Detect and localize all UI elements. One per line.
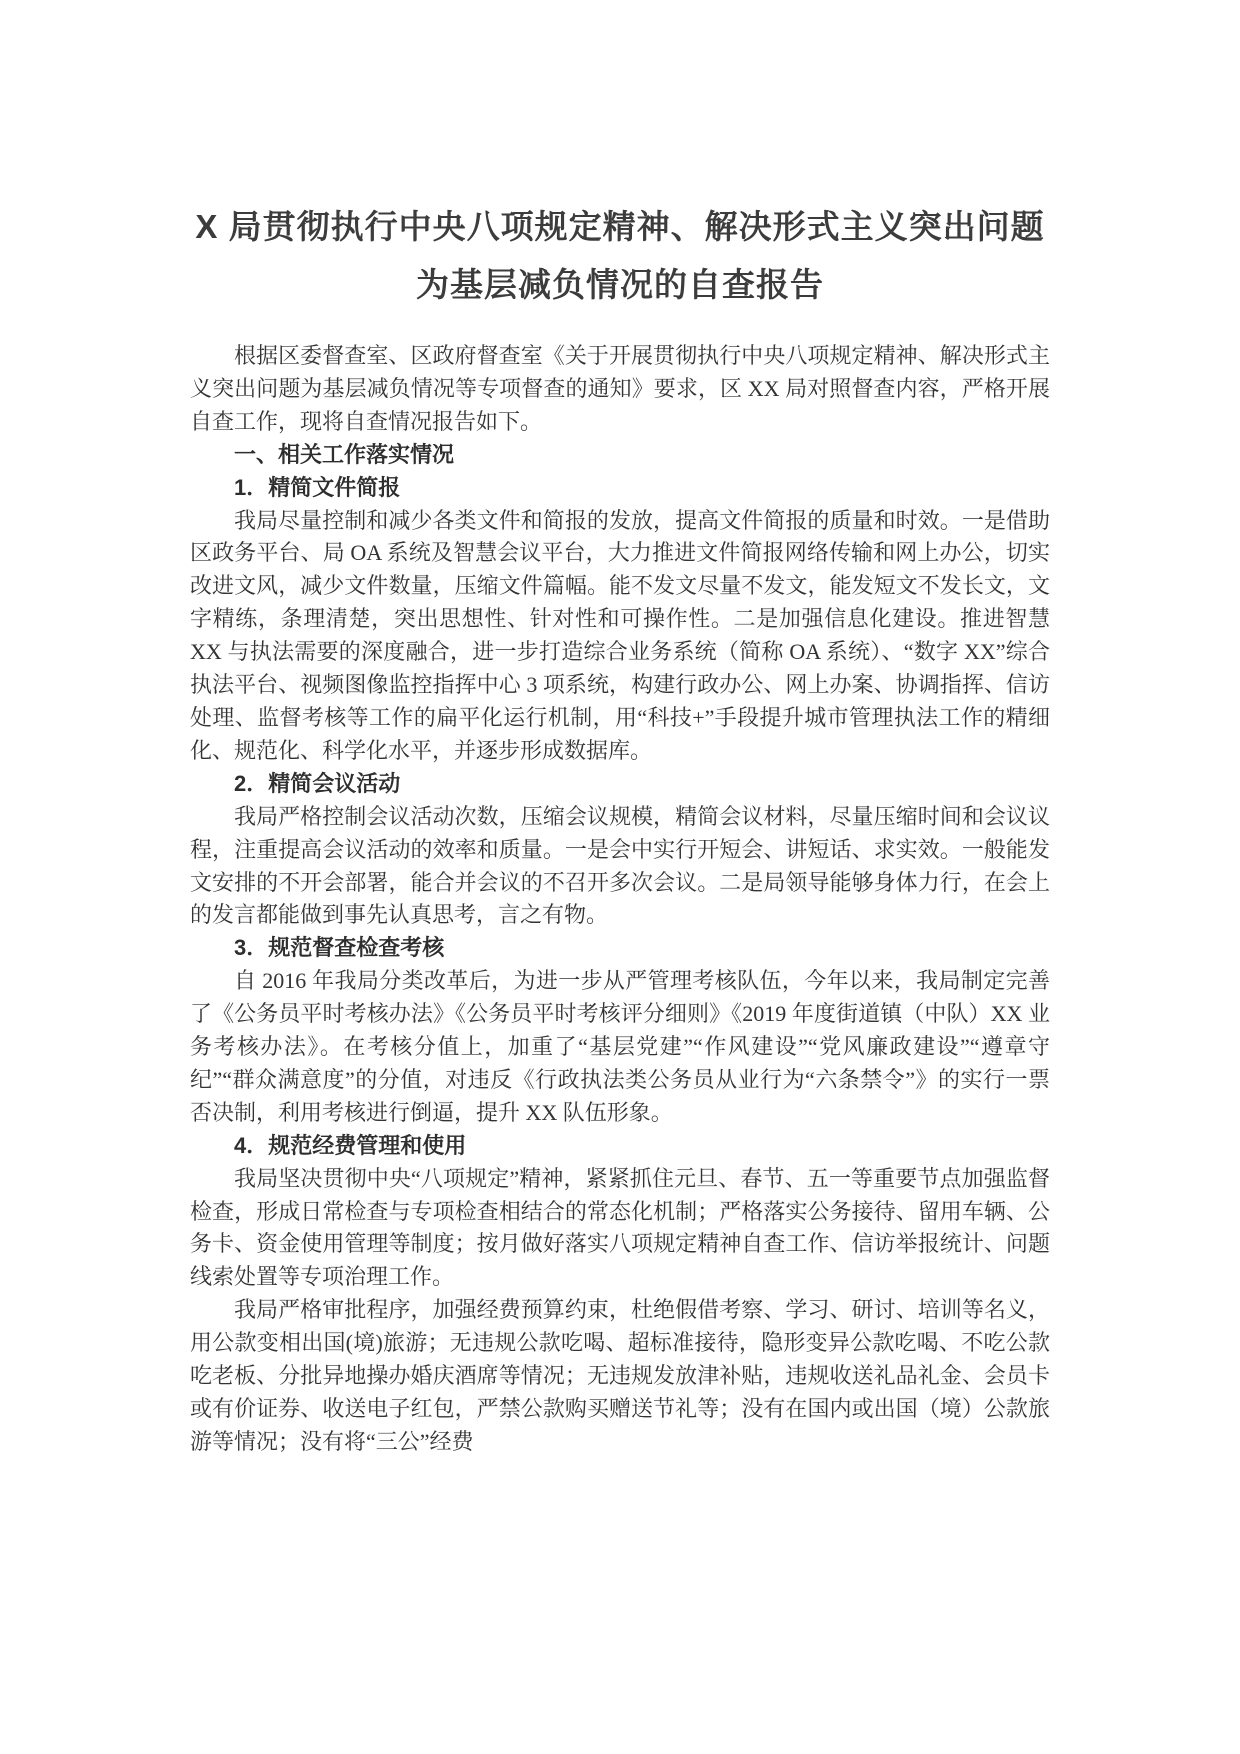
item-4-paragraph-2: 我局严格审批程序，加强经费预算约束，杜绝假借考察、学习、研讨、培训等名义，用公款变相出国(境)旅游；无违规公款吃喝、超标准接待，隐形变异公款吃喝、不吃公款吃老板、分批异地操办婚庆酒席等情况；无违规发放津补贴，违规收送礼品礼金、会员卡或有价证券、收送电子红包，严禁公款购买赠送节礼等；没有在国内或出国（境）公款旅游等情况；没有将“三公”经费 (190, 1297, 1050, 1454)
item-3-paragraph-1: 自 2016 年我局分类改革后，为进一步从严管理考核队伍，今年以来，我局制定完善了《公务员平时考核办法》《公务员平时考核评分细则》《2019 年度街道镇（中队）XX 业务考核办法》。在考核分值上，加重了“基层党建”“作风建设”“党风廉政建设”“遵章守纪”“群众满意度”的分值，对违反《行政执法类公务员从业行为“六条禁令”》的实行一票否决制，利用考核进行倒逼，提升 XX 队伍形象。 (190, 968, 1050, 1125)
item-4-paragraph-1: 我局坚决贯彻中央“八项规定”精神，紧紧抓住元旦、春节、五一等重要节点加强监督检查，形成日常检查与专项检查相结合的常态化机制；严格落实公务接待、留用车辆、公务卡、资金使用管理等制度；按月做好落实八项规定精神自查工作、信访举报统计、问题线索处置等专项治理工作。 (190, 1165, 1050, 1290)
document-title: X 局贯彻执行中央八项规定精神、解决形式主义突出问题为基层减负情况的自查报告 (195, 208, 1045, 303)
intro-paragraph: 根据区委督查室、区政府督查室《关于开展贯彻执行中央八项规定精神、解决形式主义突出问题为基层减负情况等专项督查的通知》要求，区 XX 局对照督查内容，严格开展自查工作，现将自查情况报告如下。 (190, 343, 1050, 434)
item-4-heading: 4．规范经费管理和使用 (234, 1132, 467, 1158)
item-1-paragraph-1: 我局尽量控制和减少各类文件和简报的发放，提高文件简报的质量和时效。一是借助区政务平台、局 OA 系统及智慧会议平台，大力推进文件简报网络传输和网上办公，切实改进文风，减少文件数量，压缩文件篇幅。能不发文尽量不发文，能发短文不发长文，文字精练，条理清楚，突出思想性、针对性和可操作性。二是加强信息化建设。推进智慧 XX 与执法需要的深度融合，进一步打造综合业务系统（简称 OA 系统）、“数字 XX”综合执法平台、视频图像监控指挥中心 3 项系统，构建行政办公、网上办案、协调指挥、信访处理、监督考核等工作的扁平化运行机制，用“科技+”手段提升城市管理执法工作的精细化、规范化、科学化水平，并逐步形成数据库。 (190, 507, 1050, 763)
item-3-heading: 3．规范督查检查考核 (234, 935, 445, 961)
item-2-heading: 2．精简会议活动 (234, 770, 401, 796)
section-1-heading: 一、相关工作落实情况 (234, 441, 455, 467)
item-2-paragraph-1: 我局严格控制会议活动次数，压缩会议规模，精简会议材料，尽量压缩时间和会议议程，注重提高会议活动的效率和质量。一是会中实行开短会、讲短话、求实效。一般能发文安排的不开会部署，能合并会议的不召开多次会议。二是局领导能够身体力行，在会上的发言都能做到事先认真思考，言之有物。 (190, 803, 1050, 928)
item-1-heading: 1．精简文件简报 (234, 474, 401, 500)
